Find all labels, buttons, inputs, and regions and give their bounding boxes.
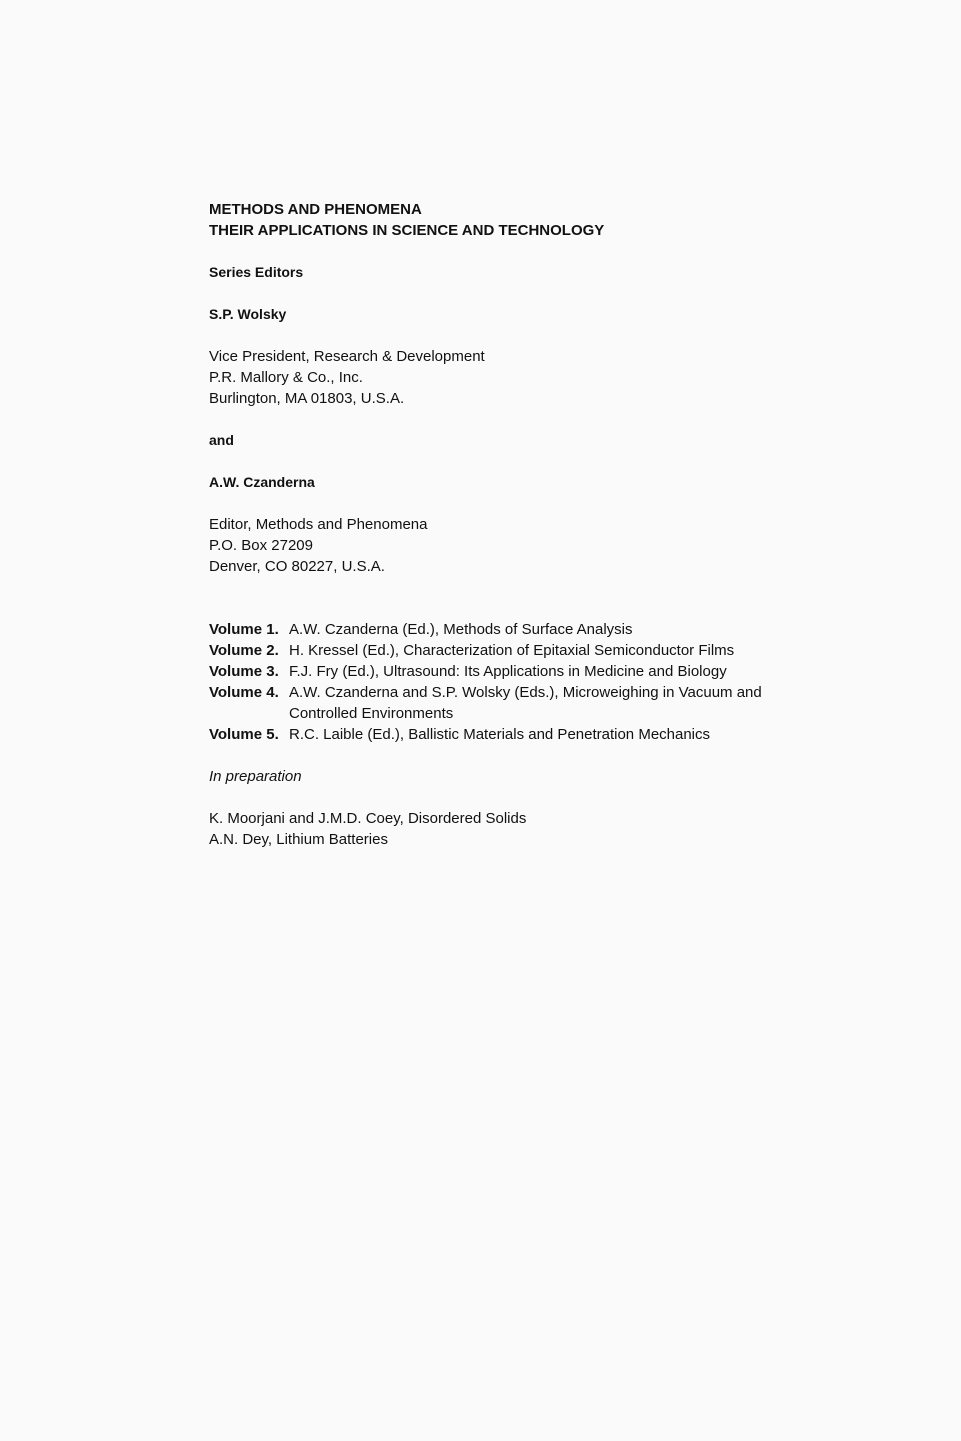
volume-text: A.W. Czanderna (Ed.), Methods of Surface Analysis <box>289 621 633 638</box>
editor-2-address-line-3: Denver, CO 80227, U.S.A. <box>209 558 385 575</box>
series-title-line-2: THEIR APPLICATIONS IN SCIENCE AND TECHNOLOGY <box>209 221 605 239</box>
volume-label: Volume 3. <box>209 663 279 680</box>
volume-label: Volume 4. <box>209 684 279 701</box>
volume-item <box>209 640 849 661</box>
editor-2-address-line-2: P.O. Box 27209 <box>209 537 313 554</box>
editor-1-address <box>209 346 849 409</box>
volume-label: Volume 5. <box>209 726 279 743</box>
volume-text: R.C. Laible (Ed.), Ballistic Materials and Penetration Mechanics <box>289 726 711 743</box>
conjunction-and: and <box>209 432 234 448</box>
editor-2-address <box>209 514 849 577</box>
editor-1-address-line-2: P.R. Mallory & Co., Inc. <box>209 369 363 386</box>
editor-2-name: A.W. Czanderna <box>209 474 315 490</box>
editor-1-address-line-1: Vice President, Research & Development <box>209 348 485 365</box>
volume-item <box>209 619 849 640</box>
volume-text: A.W. Czanderna and S.P. Wolsky (Eds.), Microweighing in Vacuum and <box>289 684 762 701</box>
volume-label: Volume 1. <box>209 621 279 638</box>
list-item: A.N. Dey, Lithium Batteries <box>209 831 388 848</box>
in-preparation-list <box>209 808 849 850</box>
volume-text: F.J. Fry (Ed.), Ultrasound: Its Applications in Medicine and Biology <box>289 663 727 680</box>
editor-2-address-line-1: Editor, Methods and Phenomena <box>209 516 428 533</box>
volume-list <box>209 619 849 745</box>
series-title <box>209 200 849 241</box>
volume-text: H. Kressel (Ed.), Characterization of Epitaxial Semiconductor Films <box>289 642 735 659</box>
editor-1-name: S.P. Wolsky <box>209 306 287 322</box>
volume-item <box>209 724 849 745</box>
volume-text-block <box>289 682 849 724</box>
list-item: K. Moorjani and J.M.D. Coey, Disordered Solids <box>209 810 527 827</box>
series-editors-heading: Series Editors <box>209 264 304 280</box>
volume-label: Volume 2. <box>209 642 279 659</box>
volume-text-continuation: Controlled Environments <box>289 705 454 722</box>
series-title-line-1: METHODS AND PHENOMENA <box>209 201 422 218</box>
volume-item <box>209 682 849 724</box>
volume-item <box>209 661 849 682</box>
in-preparation-heading: In preparation <box>209 768 302 785</box>
page-content <box>209 200 849 850</box>
editor-1-address-line-3: Burlington, MA 01803, U.S.A. <box>209 390 405 407</box>
